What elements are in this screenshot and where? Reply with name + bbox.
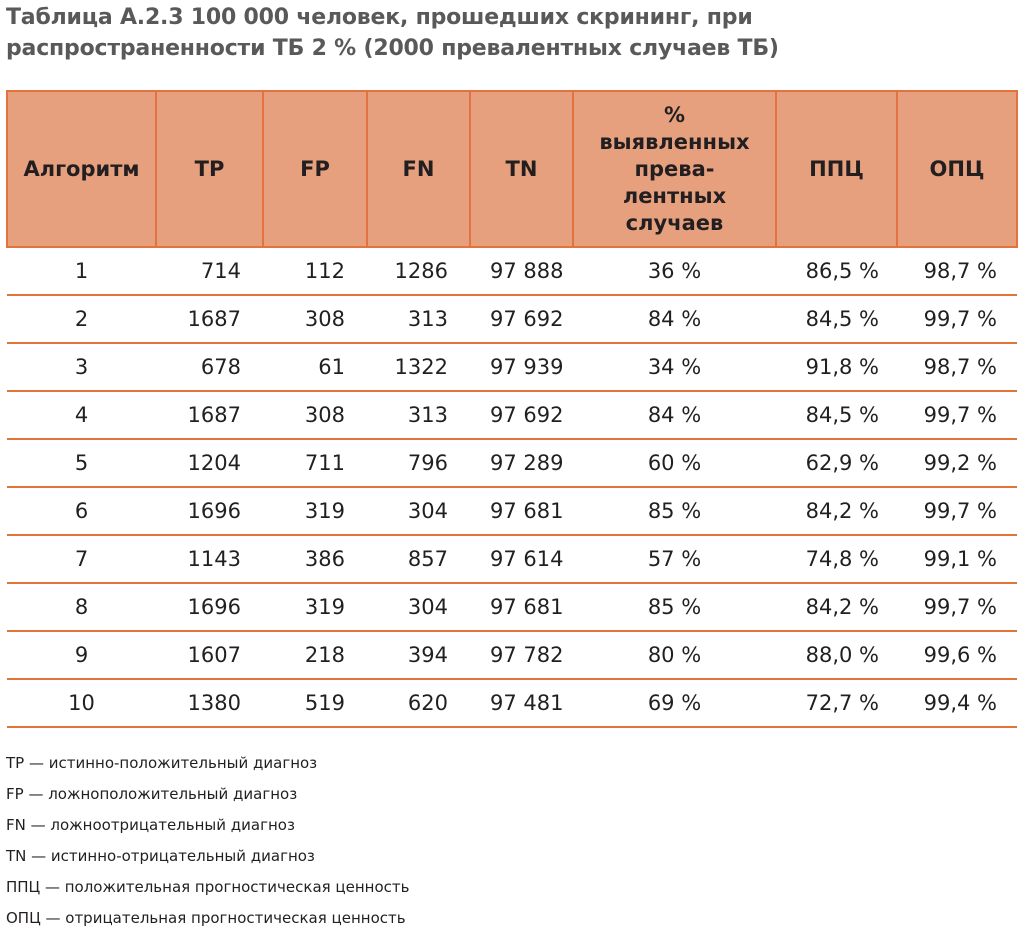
cell-opc: 99,4 % — [897, 679, 1017, 727]
cell-fn: 620 — [367, 679, 470, 727]
cell-tn: 97 782 — [470, 631, 573, 679]
cell-tp: 1607 — [156, 631, 263, 679]
cell-algorithm: 2 — [7, 295, 156, 343]
cell-fn: 304 — [367, 583, 470, 631]
header-percent-line: прева- — [634, 156, 715, 181]
cell-percent-detected: 57 % — [573, 535, 776, 583]
cell-ppc: 62,9 % — [776, 439, 897, 487]
cell-opc: 99,7 % — [897, 487, 1017, 535]
cell-fp: 308 — [263, 295, 367, 343]
table-row — [7, 583, 1017, 631]
table-header — [7, 91, 1017, 247]
cell-opc: 99,2 % — [897, 439, 1017, 487]
cell-algorithm: 10 — [7, 679, 156, 727]
table-row — [7, 679, 1017, 727]
cell-ppc: 74,8 % — [776, 535, 897, 583]
cell-tn: 97 692 — [470, 295, 573, 343]
header-ppc: ППЦ — [776, 91, 897, 247]
table-row — [7, 295, 1017, 343]
table-row — [7, 439, 1017, 487]
cell-opc: 99,7 % — [897, 583, 1017, 631]
cell-algorithm: 7 — [7, 535, 156, 583]
cell-algorithm: 9 — [7, 631, 156, 679]
cell-algorithm: 1 — [7, 247, 156, 295]
cell-algorithm: 5 — [7, 439, 156, 487]
header-fp: FP — [263, 91, 367, 247]
cell-ppc: 91,8 % — [776, 343, 897, 391]
header-percent-line: случаев — [625, 210, 724, 235]
header-fn: FN — [367, 91, 470, 247]
cell-fp: 218 — [263, 631, 367, 679]
cell-tp: 678 — [156, 343, 263, 391]
cell-opc: 99,6 % — [897, 631, 1017, 679]
legend-item: FN — ложноотрицательный диагноз — [6, 816, 295, 834]
cell-fp: 711 — [263, 439, 367, 487]
cell-tn: 97 692 — [470, 391, 573, 439]
cell-ppc: 84,2 % — [776, 583, 897, 631]
cell-fn: 857 — [367, 535, 470, 583]
cell-fn: 394 — [367, 631, 470, 679]
header-percent-line: % — [663, 102, 686, 127]
cell-tp: 1696 — [156, 583, 263, 631]
cell-ppc: 84,2 % — [776, 487, 897, 535]
cell-percent-detected: 80 % — [573, 631, 776, 679]
table-row — [7, 343, 1017, 391]
cell-fp: 112 — [263, 247, 367, 295]
cell-ppc: 86,5 % — [776, 247, 897, 295]
cell-opc: 99,7 % — [897, 295, 1017, 343]
header-percent-line: выявленных — [599, 129, 750, 154]
table-row — [7, 487, 1017, 535]
legend-item: FP — ложноположительный диагноз — [6, 785, 298, 803]
cell-ppc: 88,0 % — [776, 631, 897, 679]
cell-algorithm: 3 — [7, 343, 156, 391]
cell-opc: 98,7 % — [897, 343, 1017, 391]
cell-fn: 796 — [367, 439, 470, 487]
cell-fn: 1286 — [367, 247, 470, 295]
cell-fp: 319 — [263, 583, 367, 631]
legend-item: TP — истинно-положительный диагноз — [6, 754, 318, 772]
cell-fp: 386 — [263, 535, 367, 583]
cell-algorithm: 8 — [7, 583, 156, 631]
cell-fn: 313 — [367, 295, 470, 343]
table-row — [7, 391, 1017, 439]
legend-item: TN — истинно-отрицательный диагноз — [6, 847, 315, 865]
cell-ppc: 84,5 % — [776, 391, 897, 439]
cell-tp: 1380 — [156, 679, 263, 727]
cell-opc: 99,7 % — [897, 391, 1017, 439]
abbreviation-legend — [6, 748, 409, 934]
cell-fp: 308 — [263, 391, 367, 439]
cell-fn: 1322 — [367, 343, 470, 391]
cell-tp: 1143 — [156, 535, 263, 583]
cell-algorithm: 4 — [7, 391, 156, 439]
cell-percent-detected: 84 % — [573, 295, 776, 343]
cell-percent-detected: 36 % — [573, 247, 776, 295]
legend-item: ОПЦ — отрицательная прогностическая ценность — [6, 909, 406, 927]
cell-fp: 519 — [263, 679, 367, 727]
cell-tn: 97 939 — [470, 343, 573, 391]
cell-opc: 99,1 % — [897, 535, 1017, 583]
header-opc: ОПЦ — [897, 91, 1017, 247]
cell-fp: 61 — [263, 343, 367, 391]
cell-percent-detected: 85 % — [573, 487, 776, 535]
header-tn: TN — [470, 91, 573, 247]
cell-tn: 97 681 — [470, 583, 573, 631]
cell-tn: 97 888 — [470, 247, 573, 295]
cell-algorithm: 6 — [7, 487, 156, 535]
cell-tp: 1687 — [156, 295, 263, 343]
cell-ppc: 72,7 % — [776, 679, 897, 727]
cell-ppc: 84,5 % — [776, 295, 897, 343]
cell-percent-detected: 69 % — [573, 679, 776, 727]
cell-opc: 98,7 % — [897, 247, 1017, 295]
table-row — [7, 631, 1017, 679]
table-row — [7, 247, 1017, 295]
cell-percent-detected: 85 % — [573, 583, 776, 631]
cell-fn: 313 — [367, 391, 470, 439]
results-table — [6, 90, 1018, 728]
table-body — [7, 247, 1017, 727]
cell-fn: 304 — [367, 487, 470, 535]
legend-item: ППЦ — положительная прогностическая ценность — [6, 878, 410, 896]
cell-tp: 1204 — [156, 439, 263, 487]
header-tp: TP — [156, 91, 263, 247]
header-percent-line: лентных — [622, 183, 727, 208]
header-percent-detected — [573, 91, 776, 247]
cell-percent-detected: 84 % — [573, 391, 776, 439]
table-title: Таблица А.2.3 100 000 человек, прошедших скрининг, при распространенности ТБ 2 % (2000 превалентных случаев ТБ) — [6, 5, 779, 61]
cell-tp: 1696 — [156, 487, 263, 535]
header-algorithm: Алгоритм — [7, 91, 156, 247]
cell-tn: 97 289 — [470, 439, 573, 487]
table-row — [7, 535, 1017, 583]
cell-fp: 319 — [263, 487, 367, 535]
cell-tn: 97 614 — [470, 535, 573, 583]
cell-tn: 97 481 — [470, 679, 573, 727]
cell-percent-detected: 60 % — [573, 439, 776, 487]
cell-tn: 97 681 — [470, 487, 573, 535]
cell-percent-detected: 34 % — [573, 343, 776, 391]
header-row — [7, 91, 1017, 247]
cell-tp: 714 — [156, 247, 263, 295]
cell-tp: 1687 — [156, 391, 263, 439]
